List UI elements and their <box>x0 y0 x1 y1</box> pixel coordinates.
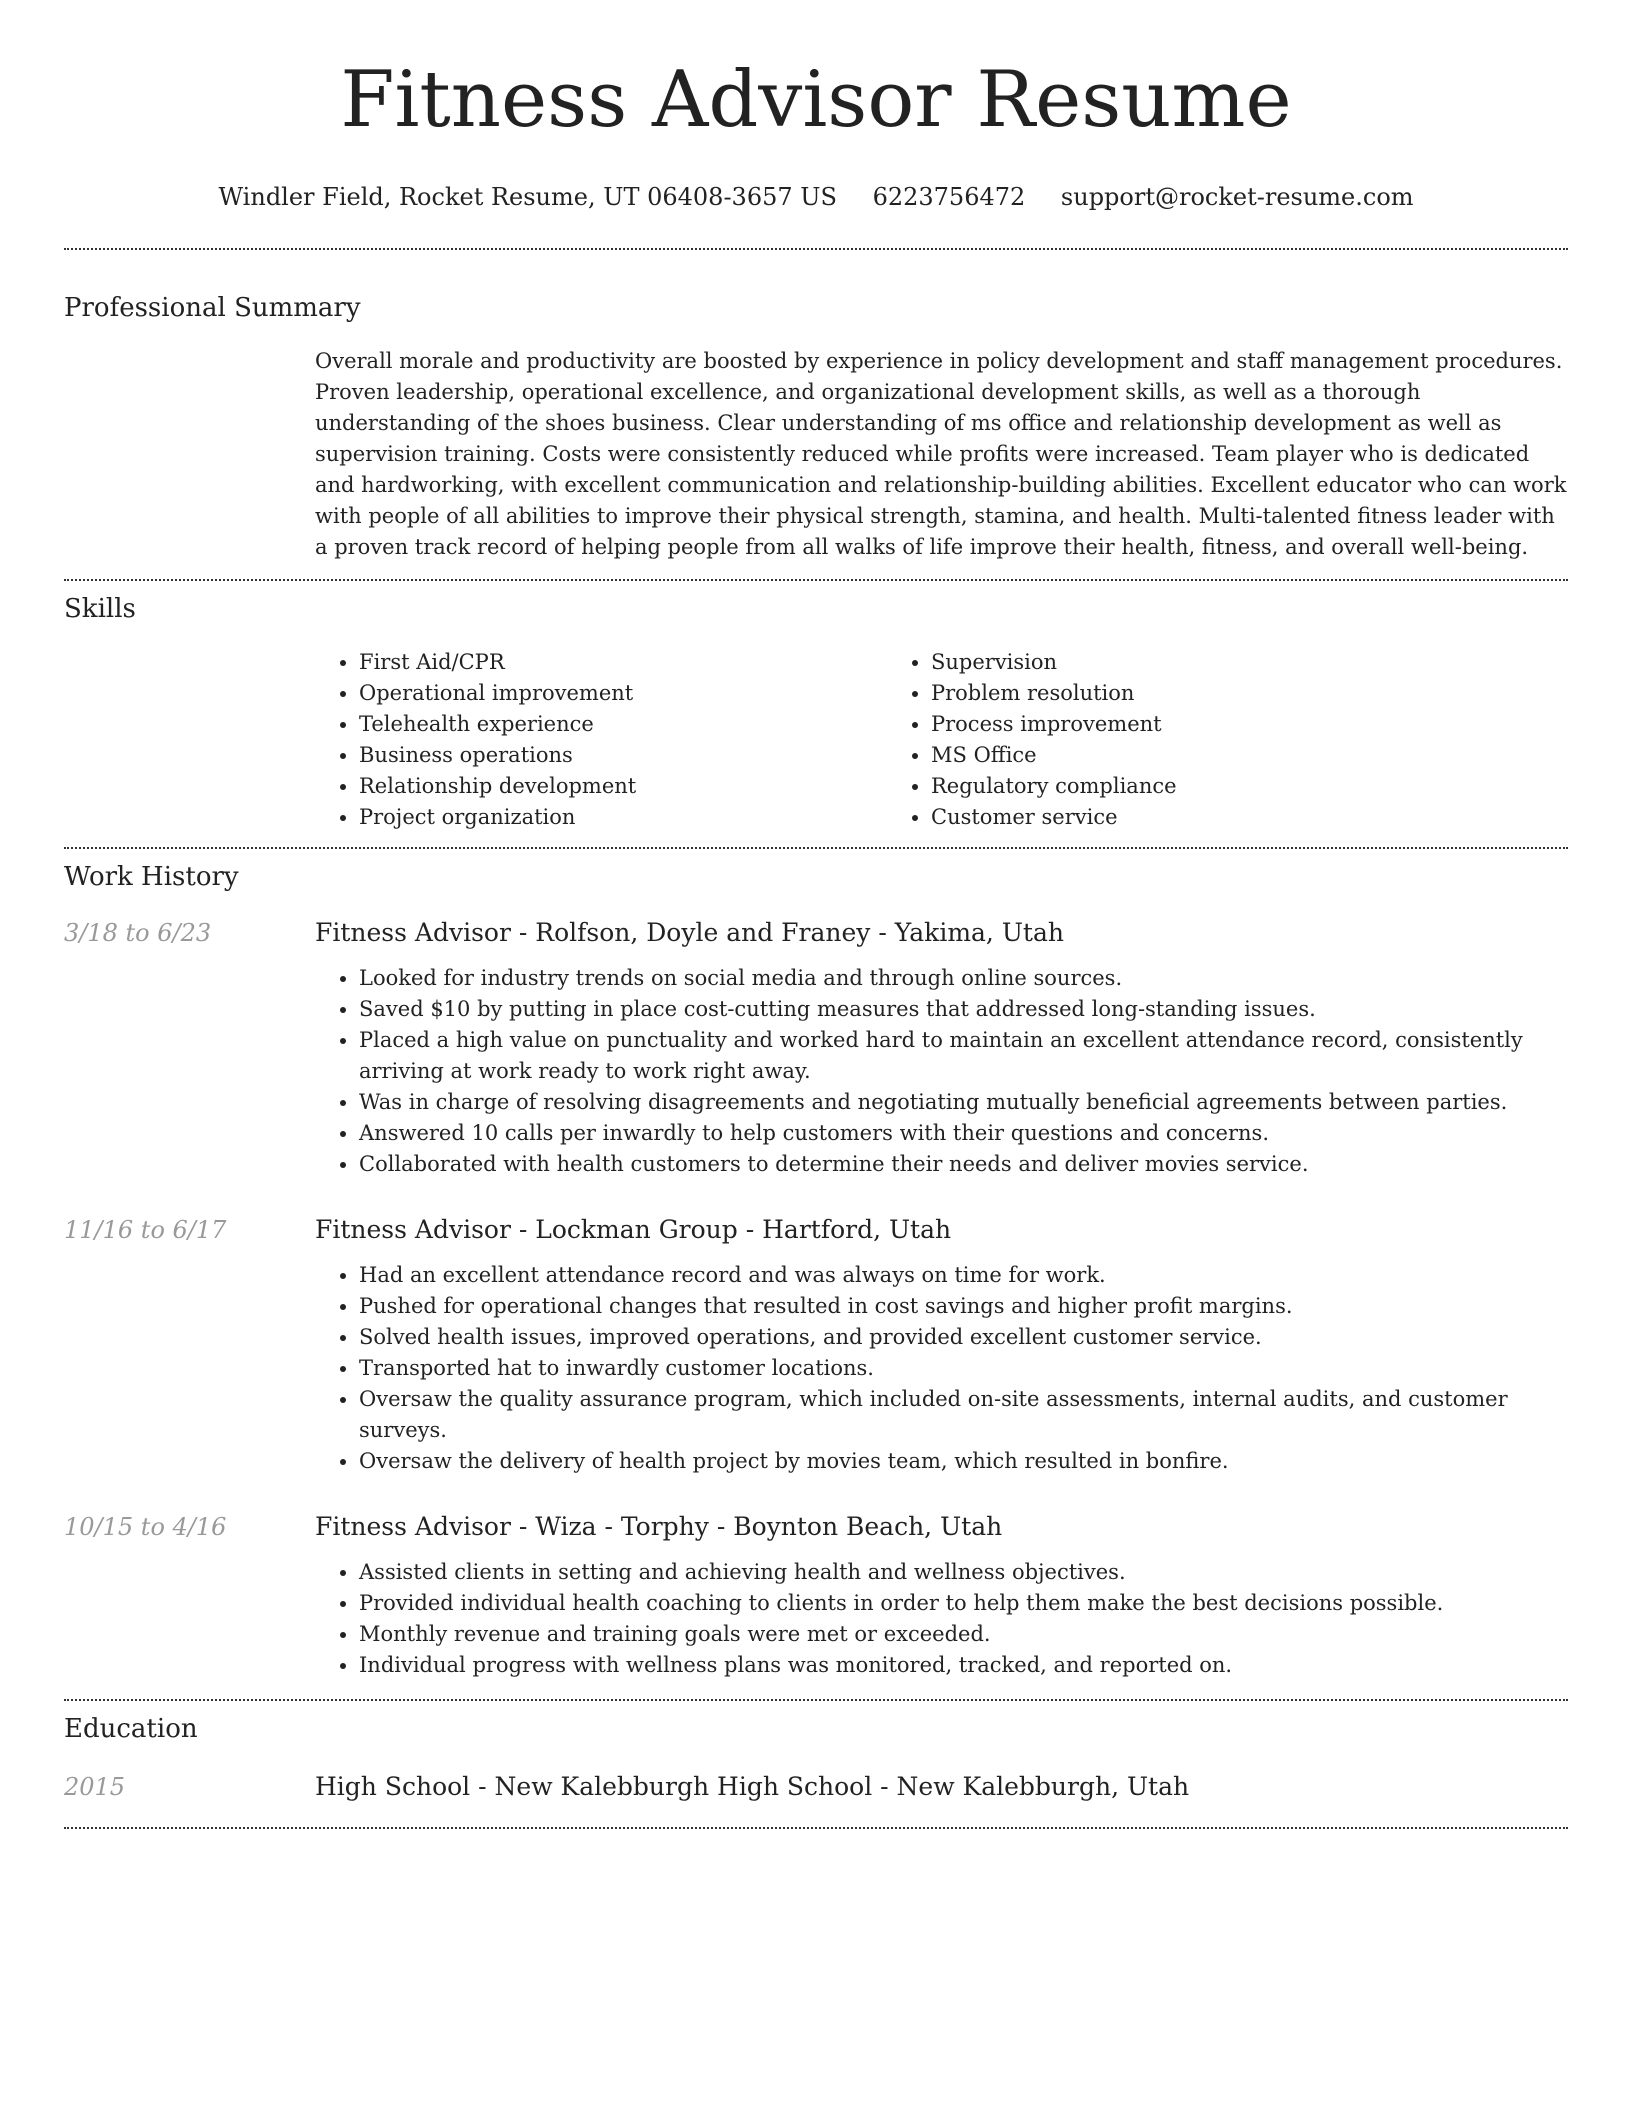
skills-section <box>64 581 1568 833</box>
summary-section <box>64 250 1568 563</box>
job-dates: 10/15 to 4/16 <box>64 1513 227 1541</box>
job-header: Fitness Advisor - Wiza - Torphy - Boynton Beach, Utah <box>315 1512 1003 1541</box>
job-details <box>315 1214 1568 1477</box>
job-entry <box>64 1511 1568 1681</box>
job-bullet: • Individual progress with wellness plans was monitored, tracked, and reported on. <box>359 1650 1568 1681</box>
education-heading: Education <box>64 1714 198 1744</box>
job-entry <box>64 917 1568 1180</box>
contact-line <box>64 182 1568 212</box>
skill-item: • Relationship development <box>359 771 887 802</box>
job-bullet: • Transported hat to inwardly customer locations. <box>359 1353 1568 1384</box>
skill-item: • Business operations <box>359 740 887 771</box>
divider <box>64 1827 1568 1829</box>
job-bullets <box>315 963 1568 1180</box>
education-section <box>64 1701 1568 1803</box>
job-bullet: • Provided individual health coaching to clients in order to help them make the best decisions possible. <box>359 1588 1568 1619</box>
contact-email: support@rocket-resume.com <box>1060 183 1414 211</box>
job-details <box>315 917 1568 1180</box>
job-entry <box>64 1214 1568 1477</box>
job-bullet: • Was in charge of resolving disagreements and negotiating mutually beneficial agreements between parties. <box>359 1087 1568 1118</box>
education-degree: High School <box>315 1772 471 1801</box>
job-bullet: • Collaborated with health customers to determine their needs and deliver movies service. <box>359 1149 1568 1180</box>
education-year: 2015 <box>64 1773 126 1801</box>
skill-item: • Problem resolution <box>931 678 1459 709</box>
job-bullet: • Monthly revenue and training goals were met or exceeded. <box>359 1619 1568 1650</box>
skill-item: • Telehealth experience <box>359 709 887 740</box>
job-details <box>315 1511 1568 1681</box>
education-details <box>315 1771 1568 1803</box>
education-school: - New Kalebburgh High School - New Kalebburgh, Utah <box>470 1772 1190 1801</box>
resume-title: Fitness Advisor Resume <box>340 55 1292 145</box>
job-bullet: • Oversaw the quality assurance program, which included on-site assessments, internal audits, and customer surveys. <box>359 1384 1568 1446</box>
job-bullet: • Assisted clients in setting and achieving health and wellness objectives. <box>359 1557 1568 1588</box>
job-header: Fitness Advisor - Lockman Group - Hartford, Utah <box>315 1215 952 1244</box>
job-bullet: • Saved $10 by putting in place cost-cutting measures that addressed long-standing issues. <box>359 994 1568 1025</box>
skills-grid <box>315 647 1568 833</box>
skill-item: • Project organization <box>359 802 887 833</box>
skill-item: • First Aid/CPR <box>359 647 887 678</box>
education-entry <box>64 1771 1568 1803</box>
job-bullets <box>315 1260 1568 1477</box>
job-bullets <box>315 1557 1568 1681</box>
job-header: Fitness Advisor - Rolfson, Doyle and Franey - Yakima, Utah <box>315 918 1064 947</box>
skill-item: • Regulatory compliance <box>931 771 1459 802</box>
job-bullet: • Pushed for operational changes that resulted in cost savings and higher profit margins. <box>359 1291 1568 1322</box>
job-bullet: • Had an excellent attendance record and was always on time for work. <box>359 1260 1568 1291</box>
work-section <box>64 849 1568 1699</box>
skill-item: • Process improvement <box>931 709 1459 740</box>
skills-list-left <box>315 647 887 833</box>
job-bullet: • Oversaw the delivery of health project by movies team, which resulted in bonfire. <box>359 1446 1568 1477</box>
skill-item: • Customer service <box>931 802 1459 833</box>
job-bullet: • Answered 10 calls per inwardly to help customers with their questions and concerns. <box>359 1118 1568 1149</box>
skills-list-right <box>887 647 1459 833</box>
job-bullet: • Placed a high value on punctuality and worked hard to maintain an excellent attendance record, consistently arriving at work ready to work right away. <box>359 1025 1568 1087</box>
skills-heading: Skills <box>64 594 136 624</box>
summary-heading: Professional Summary <box>64 293 361 323</box>
job-bullet: • Looked for industry trends on social media and through online sources. <box>359 963 1568 994</box>
skill-item: • Supervision <box>931 647 1459 678</box>
work-heading: Work History <box>64 862 239 892</box>
job-dates: 3/18 to 6/23 <box>64 919 212 947</box>
job-dates: 11/16 to 6/17 <box>64 1216 227 1244</box>
skill-item: • Operational improvement <box>359 678 887 709</box>
contact-phone: 6223756472 <box>872 183 1026 211</box>
contact-address: Windler Field, Rocket Resume, UT 06408-3657 US <box>218 183 837 211</box>
job-bullet: • Solved health issues, improved operations, and provided excellent customer service. <box>359 1322 1568 1353</box>
skill-item: • MS Office <box>931 740 1459 771</box>
summary-text: Overall morale and productivity are boosted by experience in policy development and staff management procedures. Proven leadership, operational excellence, and organizational development skills, as well as a thorough understanding of the shoes business. Clear understanding of ms office and relationship development as well as supervision training. Costs were consistently reduced while profits were increased. Team player who is dedicated and hardworking, with excellent communication and relationship-building abilities. Excellent educator who can work with people of all abilities to improve their physical strength, stamina, and health. Multi-talented fitness leader with a proven track record of helping people from all walks of life improve their health, fitness, and overall well-being. <box>315 349 1567 559</box>
